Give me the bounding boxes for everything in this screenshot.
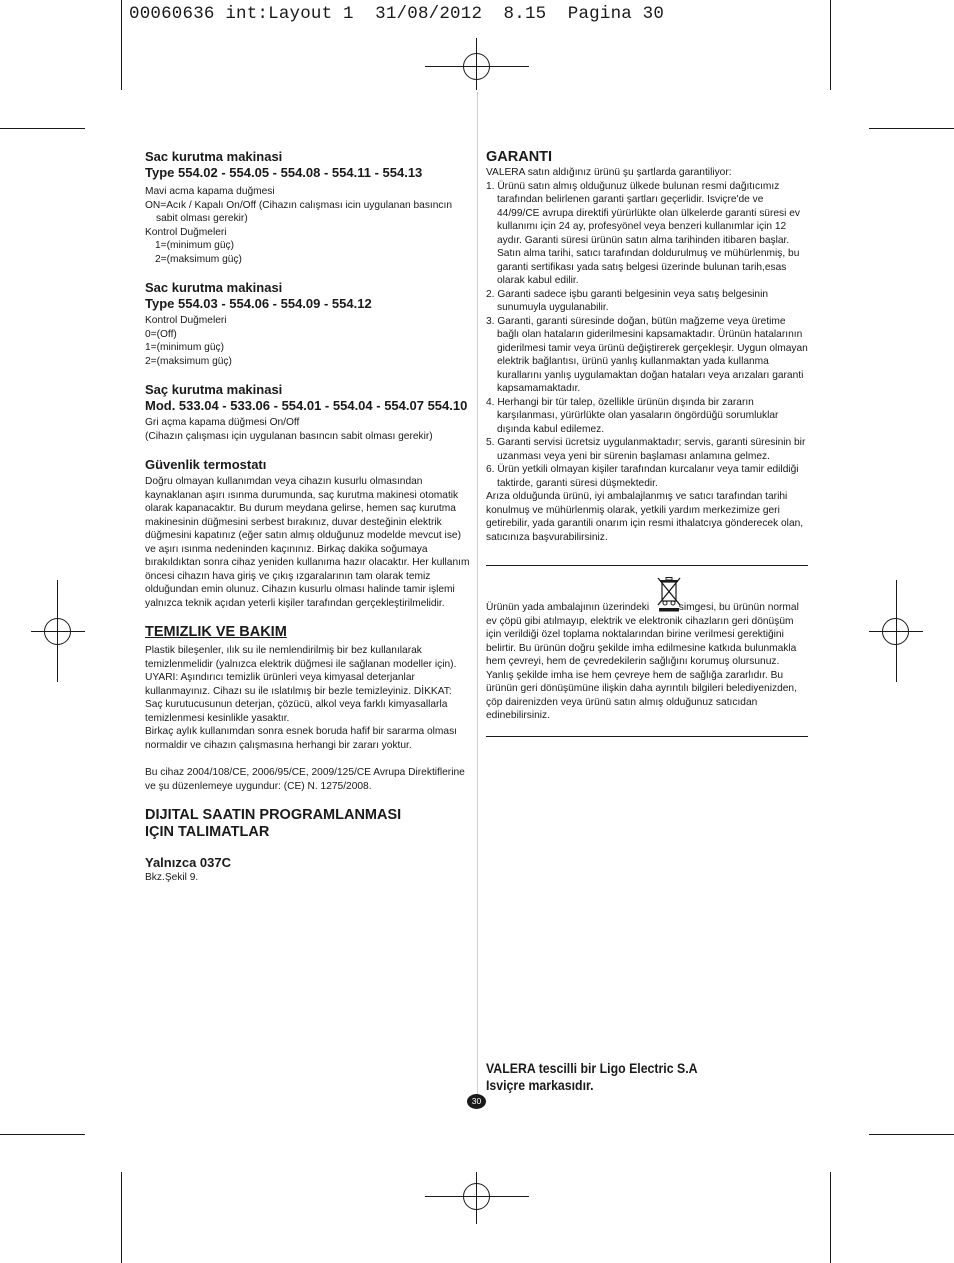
weee-text-start: Ürünün yada ambalajının üzerindeki — [486, 602, 650, 613]
left-column — [145, 149, 470, 885]
print-header: 00060636 int:Layout 1 31/08/2012 8.15 Pagina 30 — [129, 4, 665, 24]
section-type: Type 554.03 - 554.06 - 554.09 - 554.12 — [145, 296, 372, 311]
section-title: Sac kurutma makinasi — [145, 280, 283, 295]
section-heading: DIJITAL SAATIN PROGRAMLANMASI — [145, 807, 402, 823]
section-heading: TEMIZLIK VE BAKIM — [145, 624, 287, 640]
section-subtitle: Yalnızca 037C — [145, 855, 231, 870]
paragraph: Bu cihaz 2004/108/CE, 2006/95/CE, 2009/125/CE Avrupa Direktiflerine ve şu düzenlemeye uygundur: (CE) N. 1275/2008. — [145, 767, 465, 792]
section-title: Saç kurutma makinasi — [145, 382, 283, 397]
text-line: Kontrol Duğmeleri — [145, 315, 227, 326]
right-column — [486, 149, 808, 544]
text-line: Mavi acma kapama duğmesi — [145, 186, 275, 197]
intro-text: VALERA satın aldığınız ürünü şu şartlarda garantiliyor: — [486, 167, 732, 178]
text-line: 0=(Off) — [145, 328, 177, 340]
section-title: Güvenlik termostatı — [145, 457, 267, 472]
section-type: Type 554.02 - 554.05 - 554.08 - 554.11 - 554.13 — [145, 165, 423, 180]
page-number: 30 — [467, 1094, 486, 1109]
section-title: Sac kurutma makinasi — [145, 149, 283, 164]
brand-line: Isviçre markasıdır. — [486, 1077, 594, 1093]
text-line: Kontrol Duğmeleri — [145, 226, 227, 238]
column-divider — [477, 92, 478, 1105]
divider — [486, 565, 808, 566]
text-line: Gri açma kapama düğmesi On/Off — [145, 417, 300, 428]
list-item: 2. Garanti sadece işbu garanti belgesinin veya satış belgesinin sunumuyla uygulanabilir. — [486, 288, 769, 313]
divider — [486, 736, 808, 737]
text-line: Bkz.Şekil 9. — [145, 872, 199, 883]
list-item: 5. Garanti servisi ücretsiz uygulanmaktadır; servis, garanti süresinin bir uzanması veya yeni bir sürenin başlaması anlamına gelmez. — [486, 437, 806, 462]
text-line: 2=(maksimum güç) — [145, 355, 232, 367]
paragraph: Plastik bileşenler, ılık su ile nemlendirilmiş bir bez kullanılarak temizlenmelidir (yalnızca elektrik düğmesi ile sağlanan modeller için). UYARI: Aşındırıcı temizlik ürünleri veya kimyasal deterjanlar kullanmayınız. Cihazı su ile ıslatılmış bir bezle temizleyiniz. DİKKAT: Saç kurutucusunun deterjan, çözücü, alkol veya farklı kimyasallarla temizlenmesi kesinlikle yasaktır. — [145, 645, 457, 724]
text-line: (Cihazın çalışması için uygulanan basıncın sabit olması gerekir) — [145, 430, 433, 442]
text-line: 2=(maksimum güç) — [155, 253, 242, 265]
weee-text: simgesi, bu ürünün normal ev çöpü gibi atılmayıp, elektrik ve elektronik cihazların geri dönüşüm için verildiği özel toplama noktalarından birine verilmesi gerektiğini belirtir. Bu ürünün doğru şekilde imha edilmesine katkıda bulunmakla hem çevreyi, hem de çevredekilerin sağlığını korumuş olursunuz. Yanlış şekilde imha ise hem çevreye hem de sağlığa zararlıdır. Bu ürünün geri dönüşümüne ilişkin daha ayrıntılı bilgileri belediyenizden, çöp dairenizden veya ürünü satın almış olduğunuz satıcıdan edinebilirsiniz. — [486, 602, 799, 721]
brand-notice — [486, 1060, 698, 1094]
paragraph: Arıza olduğunda ürünü, iyi ambalajlanmış ve satıcı tarafından tarihi konulmuş ve mühürlenmiş olarak, yetkili yardım merkezimize geri getirebilir, yada garantili onarım için resmi ithalatcıya gönderecek olan, satıcınıza başvurabilirsiniz. — [486, 491, 804, 543]
list-item: 6. Ürün yetkili olmayan kişiler tarafından kurcalanır veya tamir edildiği taktirde, garanti süresi düşmektedir. — [486, 464, 799, 489]
list-item: 4. Herhangi bir tür talep, özellikle ürünün dışında bir zararın karşılanması, yürürlükte olan yasaların öngördüğü sorumluklar dışında kabul edilemez. — [486, 396, 779, 435]
weee-paragraph — [486, 601, 808, 723]
brand-line: VALERA tescilli bir Ligo Electric S.A — [486, 1060, 698, 1076]
list-item: 1. Ürünü satın almış olduğunuz ülkede bulunan resmi dağıtıcımız tarafından belirlenen garanti şartları geçerlidir. Isviçre'de ve 44/99/CE avrupa direktifi yürürlükte olan ülkelerde garanti süresi ev kullanımı için 24 ay, profesyönel veya benzeri kullanımlar için 12 aydır. Garanti süresi ürünün satın alma tarihinden itibaren başlar. Satın alma tarihi, satıcı tarafından doldurulmuş ve mühürlenmiş, bu garanti sertifikası yada satış belgesi üzerinde bulunan tarih,esas olarak kabul edilir. — [486, 180, 800, 286]
text-line: 1=(minimum güç) — [145, 342, 224, 353]
section-model: Mod. 533.04 - 533.06 - 554.01 - 554.04 - 554.07 554.10 — [145, 398, 468, 413]
text-line: 1=(minimum güç) — [155, 240, 234, 251]
paragraph: Birkaç aylık kullanımdan sonra esnek boruda hafif bir sararma olması normaldir ve cihazın çalışmasına herhangi bir zararı yoktur. — [145, 726, 457, 751]
text-line: ON=Acık / Kapalı On/Off (Cihazın calışması icin uygulanan basıncın sabit olması gerekir) — [145, 199, 452, 224]
paragraph: Doğru olmayan kullanımdan veya cihazın kusurlu olmasından kaynaklanan aşırı ısınma durumunda, saç kurutma makinesi otomatik olarak kapanacaktır. Bu durum meydana gelirse, hemen saç kurutma makinesinin düğmesini serbest bırakınız, duvar desteğinin elektrik düğmesini kapatınız (eğer satın almış olduğunuz modelde mevcut ise) ve aşırı ısınma nedeninden kaçınınız. Birkaç dakika soğumaya bırakıldıktan sonra cihaz yeniden kullanıma hazır olacaktır. Her kullanım öncesi cihazın hava giriş ve çıkış ızgaralarının tam olarak temiz olduğundan emin olunuz. Cihazın kusurlu olması halinde tamir işlemi yalnızca teknik açıdan yeterli kişiler tarafından gerçekleştirilmelidir. — [145, 476, 470, 609]
section-heading: IÇIN TALIMATLAR — [145, 824, 270, 840]
list-item: 3. Garanti, garanti süresinde doğan, bütün mağzeme veya üretime bağlı olan hataların giderilmesini kapsamaktadır. Ürünün hatalarının giderilmesi tamir veya ürünü değiştirerek gerçekleşir. Uygun olmayan elektrik bağlantısı, ürünü yanlış kullanmaktan yada kullanma kurallarını yanlış uygulamaktan doğan hataları veya arızaları garanti kapsamamaktadır. — [486, 315, 808, 394]
section-heading: GARANTI — [486, 149, 553, 165]
